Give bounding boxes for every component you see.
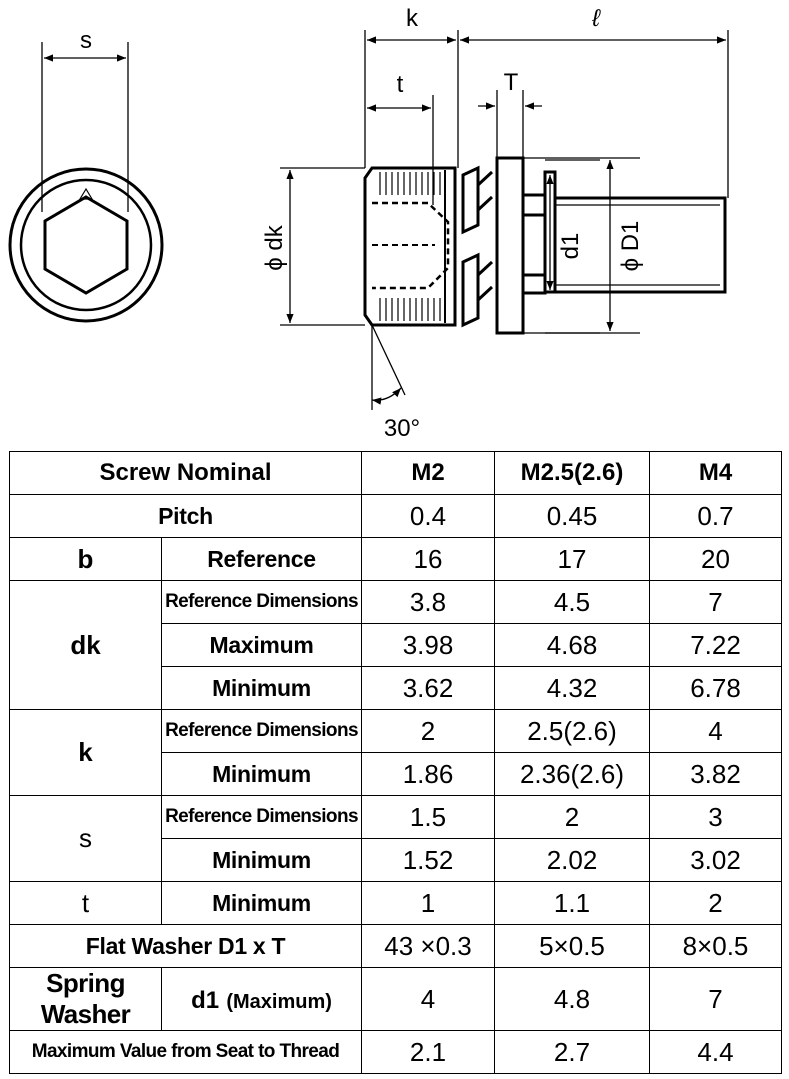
row-label: Minimum	[162, 667, 362, 710]
cell: 2	[362, 710, 495, 753]
k-symbol: k	[10, 710, 162, 796]
screw-nominal-label: Screw Nominal	[10, 452, 362, 495]
cell: 1.86	[362, 753, 495, 796]
label-s: s	[80, 27, 92, 54]
cell: 3.62	[362, 667, 495, 710]
table-row-s-ref	[10, 796, 782, 839]
cell: 0.45	[495, 495, 650, 538]
cell: 4	[362, 968, 495, 1031]
table-row-pitch	[10, 495, 782, 538]
cell: 20	[650, 538, 782, 581]
label-angle: 30°	[383, 415, 421, 442]
cell: 2.02	[495, 839, 650, 882]
cell: 2.5(2.6)	[495, 710, 650, 753]
row-label: Minimum	[162, 839, 362, 882]
dk-symbol: dk	[10, 581, 162, 710]
cell: 5×0.5	[495, 925, 650, 968]
label-dk: ϕ dk	[261, 225, 288, 271]
cell: 4.8	[495, 968, 650, 1031]
end-view	[10, 42, 162, 321]
table-row-b	[10, 538, 782, 581]
cell: 4.5	[495, 581, 650, 624]
cell: 3	[650, 796, 782, 839]
spring-washer-d1-cell	[162, 968, 362, 1031]
cell: 3.02	[650, 839, 782, 882]
col-head-m4: M4	[650, 452, 782, 495]
d1-symbol: d1	[191, 986, 220, 1014]
cell: 0.4	[362, 495, 495, 538]
col-head-m2: M2	[362, 452, 495, 495]
max-seat-label: Maximum Value from Seat to Thread	[10, 1031, 362, 1074]
t-symbol: t	[10, 882, 162, 925]
cell: 0.7	[650, 495, 782, 538]
cell: 2	[650, 882, 782, 925]
label-l: ℓ	[592, 5, 600, 32]
pitch-label: Pitch	[10, 495, 362, 538]
cell: 7	[650, 968, 782, 1031]
row-label: Reference Dimensions	[162, 581, 362, 624]
cell: 3.8	[362, 581, 495, 624]
table-row-max-seat	[10, 1031, 782, 1074]
cell: 4.32	[495, 667, 650, 710]
cell: 17	[495, 538, 650, 581]
cell: 8×0.5	[650, 925, 782, 968]
table-row-t	[10, 882, 782, 925]
col-head-m25: M2.5(2.6)	[495, 452, 650, 495]
d1-note: (Maximum)	[226, 990, 332, 1013]
row-label: Reference Dimensions	[162, 796, 362, 839]
table-row-flat-washer	[10, 925, 782, 968]
row-label: Minimum	[162, 882, 362, 925]
spring-washer-label: Spring Washer	[10, 968, 162, 1031]
cell: 4.4	[650, 1031, 782, 1074]
cell: 1.1	[495, 882, 650, 925]
cell: 3.98	[362, 624, 495, 667]
label-D1: ϕ D1	[617, 220, 644, 272]
row-label: Minimum	[162, 753, 362, 796]
cell: 1.5	[362, 796, 495, 839]
cell: 16	[362, 538, 495, 581]
label-T: T	[503, 69, 519, 96]
s-symbol: s	[10, 796, 162, 882]
cell: 3.82	[650, 753, 782, 796]
cell: 7	[650, 581, 782, 624]
label-t: t	[396, 71, 404, 98]
cell: 1.52	[362, 839, 495, 882]
cell: 2.1	[362, 1031, 495, 1074]
cell: 4.68	[495, 624, 650, 667]
cell: 6.78	[650, 667, 782, 710]
cell: 1	[362, 882, 495, 925]
row-label: Maximum	[162, 624, 362, 667]
label-k: k	[406, 5, 418, 32]
row-label: Reference Dimensions	[162, 710, 362, 753]
cell: 2.36(2.6)	[495, 753, 650, 796]
b-label: Reference	[162, 538, 362, 581]
cell: 43 ×0.3	[362, 925, 495, 968]
cell: 2	[495, 796, 650, 839]
table-row-k-ref	[10, 710, 782, 753]
technical-drawing	[0, 0, 789, 450]
b-symbol: b	[10, 538, 162, 581]
table-row-spring-washer	[10, 968, 782, 1031]
cell: 4	[650, 710, 782, 753]
cell: 7.22	[650, 624, 782, 667]
table-row-dk-ref	[10, 581, 782, 624]
table-row-header	[10, 452, 782, 495]
spec-table	[9, 451, 782, 1074]
label-d1: d1	[557, 232, 584, 260]
cell: 2.7	[495, 1031, 650, 1074]
flat-washer-label: Flat Washer D1 x T	[10, 925, 362, 968]
